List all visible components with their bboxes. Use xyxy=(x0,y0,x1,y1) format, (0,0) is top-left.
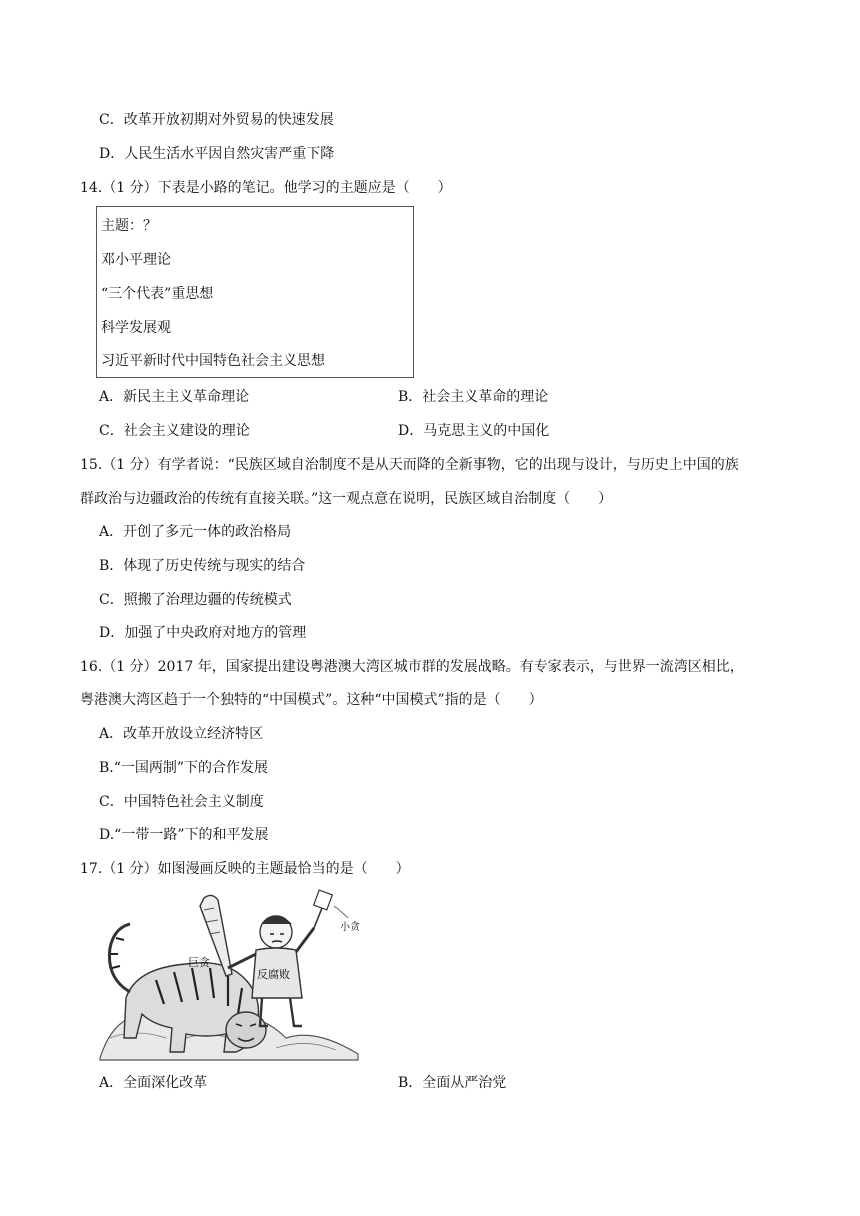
man-left-arm xyxy=(228,954,256,968)
q14-stem: 14.（1 分）下表是小路的笔记。他学习的主题应是（ ） xyxy=(80,180,452,196)
swatter-handle xyxy=(314,908,322,928)
q16-option-b: B.“一国两制”下的合作发展 xyxy=(99,760,269,776)
q17-stem: 17.（1 分）如图漫画反映的主题最恰当的是（ ） xyxy=(80,861,410,877)
q16-option-c: C．中国特色社会主义制度 xyxy=(99,794,264,810)
fly-label: 小贪 xyxy=(340,922,360,933)
q14-table-row-3: 科学发展观 xyxy=(101,320,171,336)
q14-option-d: D．马克思主义的中国化 xyxy=(398,423,550,439)
q13-option-c: C．改革开放初期对外贸易的快速发展 xyxy=(99,112,334,128)
q17-option-a: A．全面深化改革 xyxy=(99,1075,208,1091)
q15-option-d: D．加强了中央政府对地方的管理 xyxy=(99,625,307,641)
q15-stem-line-1: 15.（1 分）有学者说：“民族区域自治制度不是从天而降的全新事物，它的出现与设计，与历史上中国的族 xyxy=(80,457,739,473)
q16-option-d: D.“一带一路”下的和平发展 xyxy=(99,827,269,843)
fly-trail xyxy=(334,906,348,918)
anti-corruption-cartoon xyxy=(96,888,366,1062)
fly-swatter-icon xyxy=(314,890,333,910)
q15-stem-line-2: 群政治与边疆政治的传统有直接关联。”这一观点意在说明，民族区域自治制度（ ） xyxy=(80,491,613,507)
q14-notes-table xyxy=(96,206,414,378)
q14-option-a: A．新民主主义革命理论 xyxy=(99,389,250,405)
q14-table-row-1: 邓小平理论 xyxy=(101,252,171,268)
man-right-arm xyxy=(296,928,314,952)
man-legs xyxy=(260,998,302,1026)
q14-option-b: B．社会主义革命的理论 xyxy=(398,389,549,405)
q16-option-a: A．改革开放设立经济特区 xyxy=(99,726,264,742)
q15-option-a: A．开创了多元一体的政治格局 xyxy=(99,524,292,540)
q17-option-b: B．全面从严治党 xyxy=(398,1075,507,1091)
q15-option-c: C．照搬了治理边疆的传统模式 xyxy=(99,592,292,608)
q16-stem-line-2: 粤港澳大湾区趋于一个独特的“中国模式”。这种“中国模式”指的是（ ） xyxy=(80,692,543,708)
q14-table-row-2: “三个代表”重思想 xyxy=(101,286,214,302)
q13-option-d: D．人民生活水平因自然灾害严重下降 xyxy=(99,146,335,162)
q14-table-row-topic: 主题：？ xyxy=(101,218,157,234)
tiger-tail xyxy=(109,924,130,992)
q14-option-c: C．社会主义建设的理论 xyxy=(99,423,250,439)
q15-option-b: B．体现了历史传统与现实的结合 xyxy=(99,558,306,574)
q16-stem-line-1: 16.（1 分）2017 年，国家提出建设粤港澳大湾区城市群的发展战略。有专家表示，与世界一流湾区相比， xyxy=(80,659,744,675)
q14-table-row-4: 习近平新时代中国特色社会主义思想 xyxy=(101,353,325,369)
tiger-label: 巨贪 xyxy=(188,956,210,969)
anti-corruption-label: 反腐败 xyxy=(257,968,290,981)
